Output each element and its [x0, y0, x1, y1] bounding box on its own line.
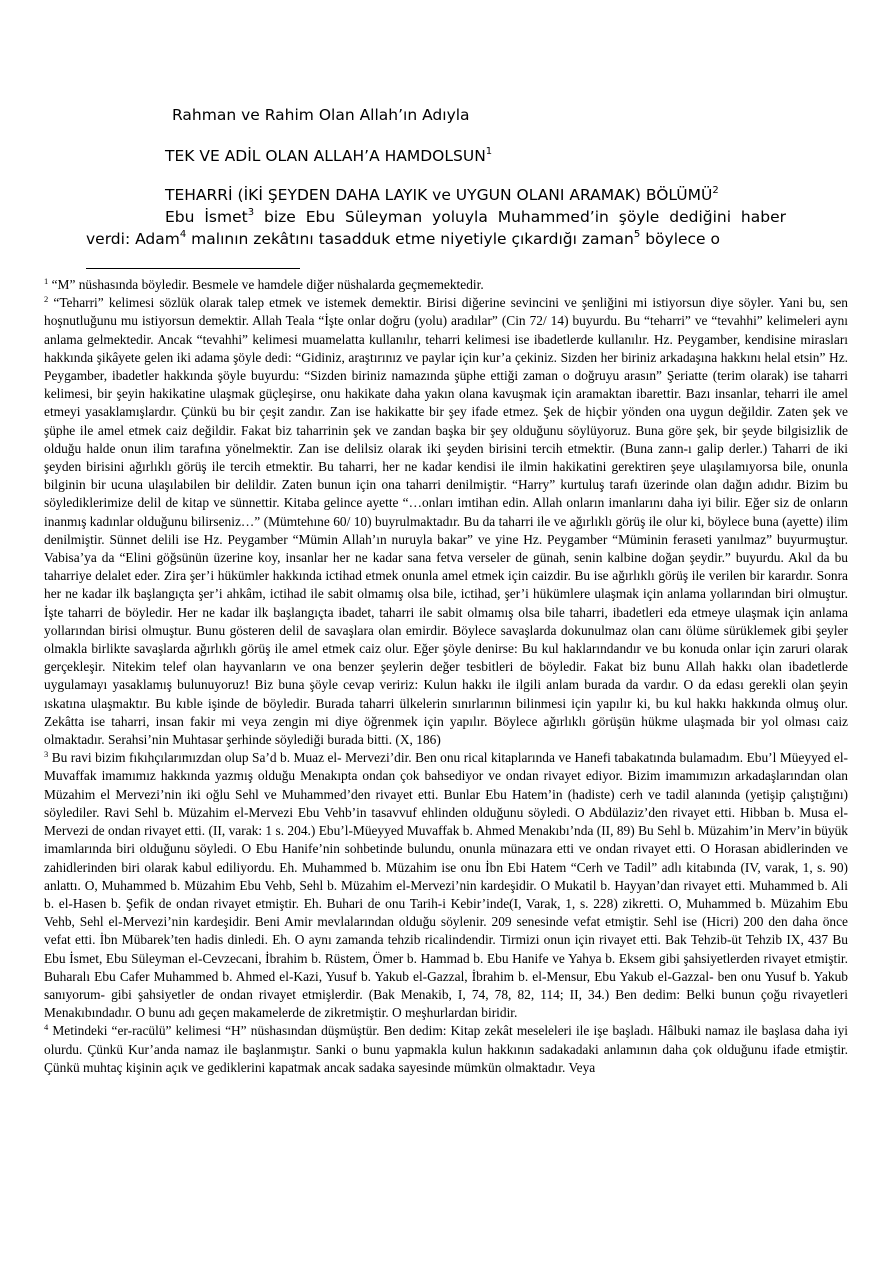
footnote-separator — [86, 268, 300, 269]
body-text-part3: malının zekâtını tasadduk etme niyetiyle çıkardığı zaman — [186, 229, 634, 248]
footnote-text: Metindeki “er-racülü” kelimesi “H” nüshasından düşmüştür. Ben dedim: Kitap zekât meseleleri ile işe başladı. Hâlbuki namaz ile başlasa daha iyi olurdu. Çünkü Kur’anda namaz ile başlanmıştır. Sanki o bunu yapmakla kulun hakkının sadakadaki anlamının daha çok olduğunu ifade etmiştir. Çünkü muhtaç kişinin açık ve gediklerini kapatmak ancak sadaka sayesinde mümkün olmaktadır. Veya — [44, 1023, 848, 1075]
footnote-ref-5: 5 — [633, 228, 641, 240]
footnote-ref-3: 3 — [247, 207, 255, 218]
basmala-text: Rahman ve Rahim Olan Allah’ın Adıyla — [172, 106, 470, 124]
footnote-1 — [44, 276, 848, 294]
footnote-3 — [44, 749, 848, 1022]
footnote-number: 2 — [44, 294, 49, 305]
footnote-2 — [44, 294, 848, 749]
footnote-number: 1 — [44, 276, 49, 286]
footnote-ref-1: 1 — [485, 146, 493, 157]
body-text-part2: bize Ebu Süleyman yoluyla Muhammed’in şöyle dediğini haber verdi: Adam — [86, 208, 786, 248]
footnote-ref-4: 4 — [179, 228, 187, 240]
body-text-part1: Ebu İsmet — [165, 208, 248, 226]
chapter-text: TEHARRİ (İKİ ŞEYDEN DAHA LAYIK ve UYGUN OLANI ARAMAK) BÖLÜMÜ — [165, 186, 713, 204]
footnote-4 — [44, 1022, 848, 1077]
footnote-text: “Teharri” kelimesi sözlük olarak talep etmek ve istemek demektir. Birisi diğerine sevincini ve şenliğini mi istiyorsun diye söyler. Yani bu, sen hoşnutluğunu mu istiyorsun demektir. Allah Teala “İşte onlar doğru (yolu) aradılar” (Cin 72/ 14) buyurdu. Bu “teharri” ve “tevahhi” kelimeleri aynı anlama gelmektedir. Ancak “tevahhi” kelimesi muamelatta kullanılır, teharri kelimesi ise ibadetlerde kullanılır. Hz. Peygamber, kendisine mirasları hakkında şikâyete gelen iki adama şöyle dedi: “Gidiniz, araştırınız ve paylar için kur’a çekiniz. Sizden her biriniz arkadaşına hakkını helal etsin” Hz. Peygamber, ibadetler hakkında şöyle buyurdu: “Sizden biriniz namazında şüphe ettiği zaman o doğruyu arasın” Şeriatte (terim olarak) ise taharri kelimesi, bir şeyin hakikatine ulaşmak güçleşirse, onu hakikate daha yakın olana kavuşmak için aramaktan ibarettir. Bazı insanlar, teharri ile amel etmeyi yasaklamışlardır. Çünkü bu bir çeşit zandır. Zan ise hakikatte bir şey ifade etmez. Şek de hiçbir yönden ona uygun değildir. Zaten şek ve şüphe ile amel etmek caiz değildir. Fakat biz taharrinin şek ve zandan başka bir şey olduğunu söylüyoruz. Buna göre şek, bir şeyde bilgisizlik de olduğu halde onun ilim tarafına yönelmektir. Zan ise delilsiz olarak iki şeyden birisini tercih etmektir. (Buna zann-ı galip derler.) Taharri de iki şeyden birisini ağırlıklı görüş ile tercih etmektir. Bu taharri, her ne kadar kendisi ile ilmin hakikatini gerektiren şeye ulaşılamıyorsa bile, onunla bilginin bir ucuna ulaşılabilen bir delildir. Zaten bunun için ona taharri denilmiştir. “Harry” kurtuluş tarafı üzerinde olan dağın adıdır. Bizim bu söylediklerimize delil de kitap ve sünnettir. Kitaba gelince ayette “…onları imtihan edin. Allah onların imanlarını daha iyi bilir. Eğer siz de onların inanmış kadınlar olduğunu bilirseniz…” (Mümtehıne 60/ 10) buyrulmaktadır. Bu da taharri ile ve ağırlıklı görüş ile olur ki, böylece buna (ayette) ilim denilmiştir. Sünnet delili ise Hz. Peygamber “Mümin Allah’ın nuruyla bakar” ve yine Hz. Peygamber “Müminin feraseti yanılmaz” buyurmuştur. Vabisa’ya da “Elini göğsünün üzerine koy, insanlar her ne kadar sana fetva verseler de günah, senin kalbine doğan şeydir.” buyurdu. Akıl da bu taharriye delalet eder. Zira şer’i hükümler hakkında ictihad etmek onunla amel etmek için caizdir. Bu ise ağırlıklı görüş ile verilen bir karardır. Sonra her ne kadar ilk başlangıçta şer’i ahkâm, ictihad ile sabit olmamış olsa bile, ictihad, şer’i hükümlere ulaşmak için anlama yollarından biri olmuştur. İşte taharri de böyledir. Her ne kadar ilk başlangıçta ibadet, taharri ile sabit olmamış olsa bile taharri, ibadetleri eda etmeye ulaşmak için anlama yollarından birisi olmuştur. Bunu gösteren delil de savaşlara olan emirdir. Böylece savaşlarda dokunulmaz olan canı ölüme sürüklemek gibi şeyler olmakla birlikte savaşlarda ağırlıklı görüş ile amel etmek caiz olur. Eğer şöyle denirse: Bu kul haklarındandır ve bu konuda onlar için zaruri olarak gerçekleşir. Nitekim telef olan hayvanların ve ona benzer şeylerin değer tesbitleri de böyledir. Fakat biz bunu Allah hakkı olan ibadetlerde uygulamayı yasaklamış bulunuyoruz! Biz buna şöyle cevap veririz: Kulun hakkı ile ilgili anlam burada da vardır. O da edası gerekli olan şeyin ıskatına ulaşmaktır. Bu kıble işinde de böyledir. Burada taharri ülkelerin sınırlarının bilinmesi için yapılır ki, bu kul hakkı hakkında olmuş olur. Zekâtta ise taharri, insan fakir mi veya zengin mi diye öğrenmek için yapılır. Böylece ağırlıklı görüşün hükme ulaşmada bir yol olması caiz olmaktadır. Serahsi’nin Muhtasar şerhinde söylediği burada bitti. (X, 186) — [44, 295, 848, 748]
footnote-text: “M” nüshasında böyledir. Besmele ve hamdele diğer nüshalarda geçmemektedir. — [48, 277, 484, 292]
body-paragraph — [86, 207, 786, 250]
footnotes-section — [44, 276, 848, 1077]
footnote-ref-2: 2 — [712, 185, 719, 196]
chapter-heading — [165, 186, 719, 204]
basmala-heading — [172, 106, 470, 124]
title-heading — [165, 147, 492, 165]
body-text-part4: böylece o — [640, 229, 720, 248]
footnote-number: 4 — [44, 1022, 49, 1033]
footnote-text: Bu ravi bizim fıkıhçılarımızdan olup Sa’d b. Muaz el- Mervezi’dir. Ben onu rical kitaplarında ve Hanefi tabakatında bulamadım. Ebu’l Müeyyed el-Muvaffak imamımız hakkında yazmış olduğu Menakıpta ondan çok bahsediyor ve ondan rivayet ediyor. Bizim imamımızın arkadaşlarından olan Müzahim el Mervezi’nin iki oğlu Sehl ve Muhammed’den rivayet etti. Bunlar Ebu Hatem’in (hadiste) cerh ve tadil alanında (yetişip çalıştığını) söylediler. Ravi Sehl b. Müzahim el-Mervezi Ebu Vehb’in tasavvuf ehlinden olduğunu söyledi. O Abdülaziz’den rivayet etti. Hibban b. Musa el-Mervezi de ondan rivayet etti. (II, varak: 1 s. 204.) Ebu’l-Müeyyed Muvaffak b. Ahmed Menakıbı’nda (II, 89) Bu Sehl b. Müzahim’in Merv’in büyük imamlarında biri olduğunu söyledi. O Ebu Hanife’nin sohbetinde bulundu, onunla münazara etti ve ondan rivayet etti. O Horasan abidlerinden ve zahidlerinden biri olarak kabul ediliyordu. Eh. Muhammed b. Müzahim ise onu İbn Ebi Hatem “Cerh ve Tadil” adlı kitabında (IV, varak, 1, s. 90) anlattı. O, Muhammed b. Müzahim Ebu Vehb, Sehl b. Müzahim el-Mervezi’nin kardeşidir. O Mukatil b. Hayyan’dan rivayet etti. Muhammed b. Ali b. el-Hasen b. Şefik de ondan rivayet etmiştir. Eh. Buhari de onu Tarih-i Kebir’inde(I, Varak, 1, s. 228) zikretti. O, Muhammed b. Müzahim Ebu Vehb, Sehl el-Mervezi’nin kardeşidir. Beni Amir mevlalarından olduğu söylenir. 209 senesinde vefat etmiştir. Sehl ise (Hicri) 200 den daha önce vefat etti. İbn Mübarek’ten hadis dinledi. Eh. O aynı zamanda tehzib ricalindendir. Tirmizi onun için rivayet etti. Bak Tehzib-üt Tehzib IX, 437 Bu Ebu İsmet, Ebu Süleyman el-Cevzecani, İbrahim b. Rüstem, Ömer b. Hammad b. Ebu Hanife ve Yahya b. Eksem gibi şahsiyetlerden rivayet etmiştir. Buharalı Ebu Cafer Muhammed b. Ahmed el-Kazi, Yusuf b. Yakub el-Gazzal, İbrahim b. el-Mensur, Ebu Yakub el-Gazzal- ben onu Yusuf b. Yakub sanıyorum- gibi şahsiyetler de ondan rivayet etmişlerdir. (Bak Menakib, I, 74, 78, 82, 114; II, 34.) Ben dedim: Belki bunun çoğu rivayetleri Menakıbındadır. O bunu adı geçen makamelerde de zikretmiştir. O meşhurlardan biridir. — [44, 750, 848, 1021]
footnote-number: 3 — [44, 749, 49, 760]
title-text: TEK VE ADİL OLAN ALLAH’A HAMDOLSUN — [165, 147, 486, 165]
